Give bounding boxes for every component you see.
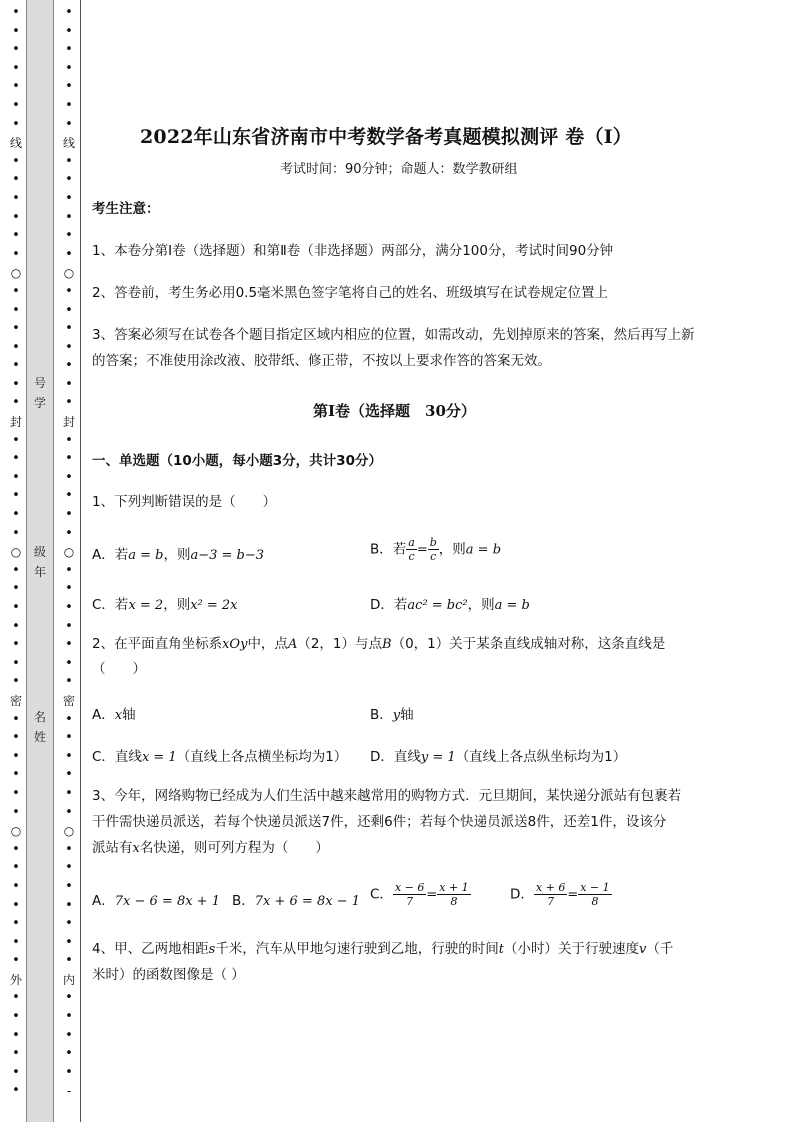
seal-dot: • xyxy=(12,953,20,969)
seal-dot: • xyxy=(12,525,20,541)
question-1-option-b xyxy=(370,536,501,563)
q2-stem-b: 中，点 xyxy=(247,636,288,652)
q1-b-eq: = xyxy=(416,542,428,558)
q3-line3-b: 名快递，则可列方程为（ ） xyxy=(139,840,329,856)
notice-item-2: 2、答卷前，考生务必用0.5毫米黑色签字笔将自己的姓名、班级填写在试卷规定位置上 xyxy=(92,285,609,301)
q2-c-math: x = 1 xyxy=(141,750,177,765)
seal-dot: • xyxy=(65,916,73,932)
seal-ring: ○ xyxy=(10,824,22,839)
seal-ring: ○ xyxy=(63,266,75,281)
seal-dot: • xyxy=(12,395,20,411)
seal-dot: • xyxy=(65,953,73,969)
seal-dot: • xyxy=(65,97,73,113)
seal-dot: • xyxy=(65,562,73,578)
seal-dot: • xyxy=(12,5,20,20)
seal-dot: • xyxy=(12,897,20,913)
seal-dot: • xyxy=(12,655,20,671)
seal-dot: • xyxy=(65,321,73,337)
q1-b-math2: a = b xyxy=(465,542,502,558)
seal-dot: • xyxy=(65,395,73,411)
name-char-1: 名 xyxy=(33,710,46,724)
seal-dot: • xyxy=(12,507,20,523)
question-2-option-a xyxy=(92,703,136,723)
q3-line3-math: x xyxy=(132,841,140,856)
q3-d-num1: x + 6 xyxy=(535,881,566,894)
seal-dot: • xyxy=(12,339,20,355)
seal-dot: • xyxy=(12,804,20,820)
notice-heading: 考生注意： xyxy=(92,201,160,217)
q3-c-eq: = xyxy=(426,887,438,903)
section-title: 第Ⅰ卷（选择题 30分） xyxy=(313,402,476,420)
seal-dot: • xyxy=(12,488,20,504)
q3-line3-a: 派站有 xyxy=(92,840,133,856)
seal-dot: • xyxy=(65,488,73,504)
seal-dot: • xyxy=(12,23,20,39)
q2-stem-math2: A xyxy=(287,637,298,652)
seal-dot: • xyxy=(12,990,20,1006)
seal-dot: • xyxy=(12,916,20,932)
name-field xyxy=(27,707,53,747)
seal-dot: • xyxy=(65,618,73,634)
binding-left-seal-line xyxy=(9,4,23,1101)
seal-dot: • xyxy=(12,785,20,801)
seal-dot: • xyxy=(12,878,20,894)
exam-subtitle: 考试时间：90分钟；命题人：数学教研组 xyxy=(280,162,518,177)
seal-dot: • xyxy=(12,302,20,318)
q3-d-den2: 8 xyxy=(591,895,599,908)
q3-d-fraction-1 xyxy=(534,881,567,908)
seal-dot: • xyxy=(12,581,20,597)
q4-line1-math3: v xyxy=(639,942,647,957)
seal-dot: • xyxy=(65,153,73,169)
seal-ring: ○ xyxy=(10,545,22,560)
q3-a-prefix: A． xyxy=(92,893,115,909)
question-2-stem xyxy=(92,631,665,658)
question-2-option-c xyxy=(92,745,347,765)
seal-dot: • xyxy=(65,5,73,20)
seal-dot: • xyxy=(12,376,20,392)
student-number-char-2: 学 xyxy=(33,396,46,410)
question-3-line-1: 3、今年，网络购物已经成为人们生活中越来越常用的购物方式．元旦期间，某快递分派站有包裹若 xyxy=(92,788,682,804)
seal-dot: • xyxy=(12,841,20,857)
seal-char: 线 xyxy=(62,136,75,151)
seal-dot: • xyxy=(65,302,73,318)
q1-b-mid: ，则 xyxy=(438,541,466,558)
q1-b-den2: c xyxy=(430,550,437,563)
seal-dot: • xyxy=(65,934,73,950)
seal-dot: • xyxy=(65,469,73,485)
seal-dot: • xyxy=(65,990,73,1006)
q2-stem-math1: xOy xyxy=(222,637,248,652)
q1-c-prefix: C．若 xyxy=(92,597,129,613)
q3-c-prefix: C． xyxy=(370,886,393,903)
question-1-option-a xyxy=(92,543,264,563)
seal-dot: • xyxy=(65,228,73,244)
q2-stem-c: （2，1）与点 xyxy=(297,636,383,652)
class-char-1: 级 xyxy=(33,545,46,559)
seal-dot: • xyxy=(65,674,73,690)
seal-dot: • xyxy=(65,190,73,206)
seal-dot: • xyxy=(65,785,73,801)
seal-dot: • xyxy=(12,1027,20,1043)
seal-dot: • xyxy=(65,804,73,820)
seal-dot: • xyxy=(12,562,20,578)
question-2-option-b xyxy=(370,703,414,723)
seal-dot: • xyxy=(12,97,20,113)
seal-dot: • xyxy=(12,321,20,337)
seal-dot: • xyxy=(65,1064,73,1080)
question-1-stem: 1、下列判断错误的是（ ） xyxy=(92,494,277,510)
seal-dot: • xyxy=(65,581,73,597)
class-field xyxy=(27,542,53,582)
seal-dot: • xyxy=(65,655,73,671)
seal-dot: • xyxy=(65,23,73,39)
q1-b-fraction-1 xyxy=(406,536,417,563)
q3-c-fraction-1 xyxy=(393,881,426,908)
name-char-2: 姓 xyxy=(33,730,46,744)
question-3-line-2: 干件需快递员派送，若每个快递员派送7件，还剩6件；若每个快递员派送8件，还差1件，设该分 xyxy=(92,814,667,830)
q2-stem-math3: B xyxy=(382,637,392,652)
binding-right-seal-line xyxy=(62,4,76,1101)
seal-ring: ○ xyxy=(63,824,75,839)
q3-d-fraction-2 xyxy=(578,881,611,908)
seal-dot: • xyxy=(65,637,73,653)
q2-a-suffix: 轴 xyxy=(122,707,136,723)
q2-b-prefix: B． xyxy=(370,707,393,723)
seal-dot: • xyxy=(12,172,20,188)
q2-a-math: x xyxy=(114,708,123,723)
seal-dot: • xyxy=(65,358,73,374)
q4-line1-d: （千 xyxy=(646,941,674,957)
seal-dot: • xyxy=(12,228,20,244)
exam-title: 2022年山东省济南市中考数学备考真题模拟测评 卷（Ⅰ） xyxy=(140,126,632,148)
seal-dot: • xyxy=(65,172,73,188)
question-4-line-1 xyxy=(92,936,673,963)
q3-c-den2: 8 xyxy=(450,895,458,908)
seal-ring: ○ xyxy=(10,266,22,281)
student-number-field xyxy=(27,373,53,413)
q3-d-prefix: D． xyxy=(510,886,534,903)
q1-a-prefix: A．若 xyxy=(92,547,129,563)
seal-dot: • xyxy=(65,600,73,615)
q2-c-suffix: （直线上各点横坐标均为1） xyxy=(176,749,348,765)
q1-a-math2: a−3 = b−3 xyxy=(190,548,265,563)
notice-item-3-line-2: 的答案；不准使用涂改液、胶带纸、修正带，不按以上要求作答的答案无效。 xyxy=(92,353,551,369)
q3-c-fraction-2 xyxy=(437,881,470,908)
q2-d-prefix: D．直线 xyxy=(370,749,421,765)
seal-dot: • xyxy=(12,283,20,299)
q2-b-suffix: 轴 xyxy=(400,707,414,723)
q3-b-prefix: B． xyxy=(232,893,255,909)
q2-d-math: y = 1 xyxy=(420,750,456,765)
q1-b-fraction-2 xyxy=(428,536,439,563)
seal-dot: • xyxy=(65,841,73,857)
seal-dot: • xyxy=(65,376,73,392)
q4-line1-a: 4、甲、乙两地相距 xyxy=(92,941,209,957)
q1-c-math: x = 2 xyxy=(128,598,164,613)
seal-dot: • xyxy=(12,1083,20,1099)
seal-dot: • xyxy=(12,469,20,485)
seal-char: 封 xyxy=(62,415,75,430)
seal-dot: • xyxy=(12,358,20,374)
q1-b-num2: b xyxy=(429,536,437,549)
seal-dot: • xyxy=(12,1064,20,1080)
question-3-option-a xyxy=(92,889,220,909)
q4-line1-math2: t xyxy=(498,942,504,957)
q3-d-num2: x − 1 xyxy=(580,881,610,894)
q2-stem-a: 2、在平面直角坐标系 xyxy=(92,636,223,652)
seal-dot: • xyxy=(65,730,73,746)
seal-dot: • xyxy=(65,116,73,132)
seal-dot: • xyxy=(12,934,20,950)
seal-char: 封 xyxy=(9,415,22,430)
seal-dot: • xyxy=(12,451,20,467)
seal-dot: • xyxy=(12,79,20,95)
seal-dot: • xyxy=(12,767,20,783)
seal-dot: • xyxy=(65,1009,73,1025)
q3-d-eq: = xyxy=(567,887,579,903)
seal-dot: • xyxy=(65,860,73,876)
q4-line1-math1: s xyxy=(208,942,216,957)
q3-c-num2: x + 1 xyxy=(439,881,469,894)
question-1-option-d xyxy=(370,593,530,613)
q2-b-math: y xyxy=(392,708,401,723)
seal-dot: • xyxy=(65,1027,73,1043)
seal-char: - xyxy=(66,1084,72,1099)
seal-dot: • xyxy=(65,79,73,95)
q3-c-den1: 7 xyxy=(406,895,414,908)
seal-dot: • xyxy=(65,897,73,913)
q1-d-mid: ，则 xyxy=(467,597,495,613)
q1-a-mid: ，则 xyxy=(163,547,191,563)
seal-dot: • xyxy=(12,1046,20,1062)
student-number-char-1: 号 xyxy=(33,376,46,390)
seal-dot: • xyxy=(12,60,20,76)
q3-c-num1: x − 6 xyxy=(394,881,425,894)
q3-b-math: 7x + 6 = 8x − 1 xyxy=(254,894,360,909)
q3-d-den1: 7 xyxy=(547,895,555,908)
seal-dot: • xyxy=(12,711,20,727)
q4-line1-b: 千米，汽车从甲地匀速行驶到乙地，行驶的时间 xyxy=(215,941,499,957)
seal-ring: ○ xyxy=(63,545,75,560)
seal-char: 密 xyxy=(62,693,75,708)
q2-a-prefix: A． xyxy=(92,707,115,723)
seal-dot: • xyxy=(65,246,73,262)
q1-c-mid: ，则 xyxy=(163,597,191,613)
question-3-option-d xyxy=(510,881,612,908)
q1-a-math: a = b xyxy=(128,548,164,563)
seal-dot: • xyxy=(65,878,73,894)
seal-char: 密 xyxy=(9,693,22,708)
q1-c-math2: x² = 2x xyxy=(190,598,238,613)
seal-dot: • xyxy=(65,451,73,467)
seal-dot: • xyxy=(65,339,73,355)
seal-char: 线 xyxy=(9,136,22,151)
seal-dot: • xyxy=(12,637,20,653)
seal-dot: • xyxy=(12,246,20,262)
q1-d-prefix: D．若 xyxy=(370,597,408,613)
question-2-option-d xyxy=(370,745,626,765)
question-3-line-3 xyxy=(92,835,329,862)
class-char-2: 年 xyxy=(33,565,46,579)
seal-dot: • xyxy=(12,618,20,634)
q2-stem-d: （0，1）关于某条直线成轴对称，这条直线是 xyxy=(391,636,666,652)
seal-dot: • xyxy=(65,507,73,523)
q1-b-prefix: B．若 xyxy=(370,541,407,558)
seal-dot: • xyxy=(12,1009,20,1025)
seal-dot: • xyxy=(65,283,73,299)
question-3-option-b xyxy=(232,889,360,909)
seal-char: 外 xyxy=(9,972,22,987)
seal-dot: • xyxy=(65,1046,73,1062)
seal-dot: • xyxy=(12,190,20,206)
seal-dot: • xyxy=(12,748,20,764)
notice-item-1: 1、本卷分第I卷（选择题）和第Ⅱ卷（非选择题）两部分，满分100分，考试时间90分钟 xyxy=(92,243,614,259)
question-3-option-c xyxy=(370,881,471,908)
seal-dot: • xyxy=(65,711,73,727)
seal-dot: • xyxy=(12,730,20,746)
seal-dot: • xyxy=(65,209,73,225)
seal-dot: • xyxy=(65,767,73,783)
seal-dot: • xyxy=(12,674,20,690)
q2-d-suffix: （直线上各点纵坐标均为1） xyxy=(455,749,627,765)
seal-dot: • xyxy=(12,153,20,169)
q3-a-math: 7x − 6 = 8x + 1 xyxy=(114,894,220,909)
question-1-option-c xyxy=(92,593,238,613)
seal-dot: • xyxy=(12,860,20,876)
question-2-stem-line-2: （ ） xyxy=(92,661,146,677)
q1-b-num1: a xyxy=(408,536,415,549)
q2-c-prefix: C．直线 xyxy=(92,749,142,765)
seal-dot: • xyxy=(12,42,20,58)
seal-dot: • xyxy=(12,432,20,448)
seal-dot: • xyxy=(12,116,20,132)
notice-item-3-line-1: 3、答案必须写在试卷各个题目指定区域内相应的位置，如需改动，先划掉原来的答案，然后再写上新 xyxy=(92,327,695,343)
seal-dot: • xyxy=(12,600,20,615)
part-one-heading: 一、单选题（10小题，每小题3分，共计30分） xyxy=(92,453,382,469)
seal-dot: • xyxy=(65,60,73,76)
seal-char: 内 xyxy=(62,972,75,987)
q1-d-math2: a = b xyxy=(494,598,530,613)
q4-line1-c: （小时）关于行驶速度 xyxy=(504,941,639,957)
seal-dot: • xyxy=(12,209,20,225)
q1-b-den1: c xyxy=(408,550,415,563)
seal-dot: • xyxy=(65,748,73,764)
question-4-line-2: 米时）的函数图像是（ ） xyxy=(92,967,245,983)
seal-dot: • xyxy=(65,525,73,541)
q1-d-math: ac² = bc² xyxy=(407,598,468,613)
seal-dot: • xyxy=(65,42,73,58)
seal-dot: • xyxy=(65,432,73,448)
